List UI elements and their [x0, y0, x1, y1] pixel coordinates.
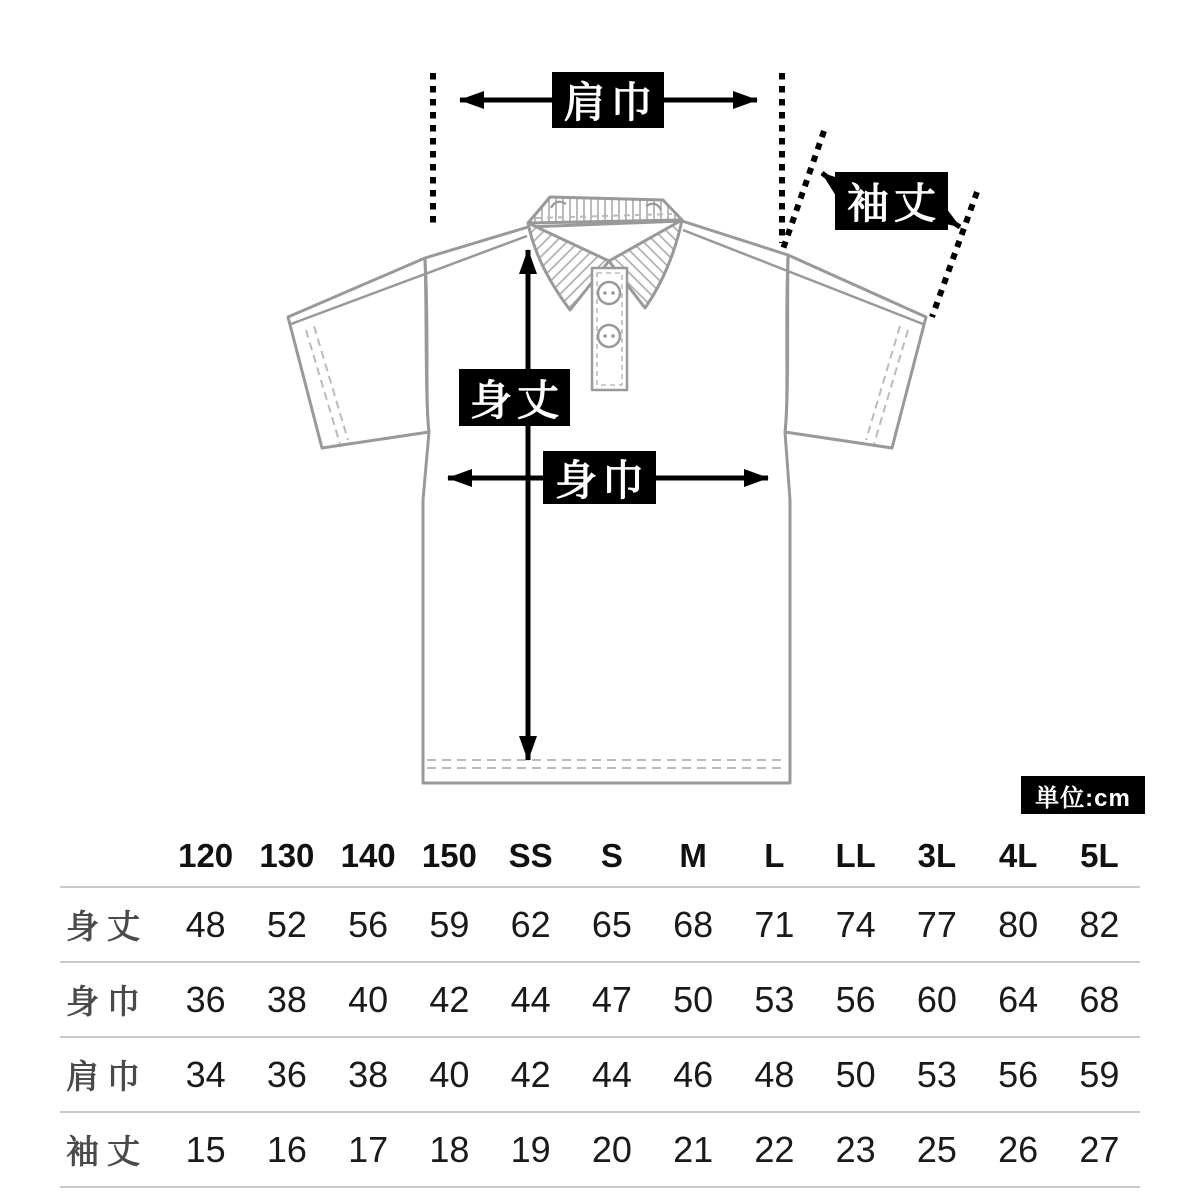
measurement-value-cell: 17	[348, 1128, 389, 1170]
size-column-header: 3L	[917, 837, 957, 874]
measurement-value-cell: 36	[185, 978, 226, 1020]
size-table	[60, 826, 1140, 1188]
size-column-header: 4L	[998, 837, 1038, 874]
measurement-value-cell: 26	[998, 1128, 1039, 1170]
measurement-row-label: 袖丈	[66, 1133, 148, 1170]
measurement-row-label: 身丈	[66, 908, 148, 945]
measurement-value-cell: 77	[916, 903, 957, 945]
left-sleeve	[288, 258, 429, 448]
size-column-header: 120	[178, 837, 234, 874]
measurement-value-cell: 52	[266, 903, 307, 945]
measurement-value-cell: 56	[998, 1053, 1039, 1095]
measurement-value-cell: 44	[510, 978, 551, 1020]
corner-cell	[60, 826, 165, 887]
measurement-value-cell: 48	[185, 903, 226, 945]
measurement-value-cell: 56	[348, 903, 389, 945]
measurement-value-cell: 62	[510, 903, 551, 945]
measurement-value-cell: 59	[1079, 1053, 1120, 1095]
measurement-value-cell: 82	[1079, 903, 1120, 945]
measurement-value-cell: 42	[510, 1053, 551, 1095]
size-column-header: SS	[508, 837, 553, 874]
button-top	[598, 282, 620, 304]
measurement-value-cell: 20	[591, 1128, 632, 1170]
right-sleeve	[785, 255, 926, 448]
measurement-value-cell: 40	[429, 1053, 470, 1095]
size-column-header: LL	[835, 837, 876, 874]
sleeve-length-label: 袖丈	[835, 172, 948, 230]
measurement-value-cell: 50	[673, 978, 714, 1020]
measurement-value-cell: 27	[1079, 1128, 1120, 1170]
measurement-value-cell: 15	[185, 1128, 226, 1170]
shoulder-width-label: 肩巾	[552, 72, 664, 128]
unit-badge: 単位:cm	[1021, 776, 1145, 814]
measurement-value-cell: 22	[754, 1128, 795, 1170]
measurement-value-cell: 34	[185, 1053, 226, 1095]
collar-band	[528, 197, 682, 223]
measurement-value-cell: 50	[835, 1053, 876, 1095]
measurement-value-cell: 53	[754, 978, 795, 1020]
body-length-label: 身丈	[459, 369, 570, 426]
button-bottom	[598, 325, 620, 347]
measurement-value-cell: 68	[673, 903, 714, 945]
measurement-value-cell: 25	[916, 1128, 957, 1170]
measurement-row	[60, 962, 1140, 1037]
measurement-value-cell: 60	[916, 978, 957, 1020]
measurement-value-cell: 21	[673, 1128, 714, 1170]
size-column-header: 140	[340, 837, 396, 874]
measurement-value-cell: 16	[266, 1128, 307, 1170]
measurement-value-cell: 42	[429, 978, 470, 1020]
measurement-value-cell: 80	[998, 903, 1039, 945]
sleeve-guide-left	[783, 131, 824, 249]
measurement-value-cell: 47	[591, 978, 632, 1020]
measurement-value-cell: 71	[754, 903, 795, 945]
size-column-header: 130	[259, 837, 315, 874]
measurement-row	[60, 1037, 1140, 1112]
measurement-value-cell: 23	[835, 1128, 876, 1170]
measurement-row-label: 身巾	[66, 983, 148, 1020]
size-table-header	[60, 826, 1140, 887]
size-column-header: 5L	[1080, 837, 1119, 874]
measurement-value-cell: 59	[429, 903, 470, 945]
measurement-value-cell: 44	[591, 1053, 632, 1095]
measurement-row	[60, 887, 1140, 962]
measurement-value-cell: 19	[510, 1128, 551, 1170]
measurement-value-cell: 46	[673, 1053, 714, 1095]
measurement-value-cell: 18	[429, 1128, 470, 1170]
measurement-value-cell: 36	[266, 1053, 307, 1095]
body-width-label: 身巾	[543, 451, 656, 504]
measurement-row-label: 肩巾	[66, 1058, 148, 1095]
measurement-value-cell: 40	[348, 978, 389, 1020]
measurement-value-cell: 74	[835, 903, 876, 945]
size-column-header: M	[679, 837, 707, 874]
measurement-value-cell: 38	[348, 1053, 389, 1095]
measurement-row	[60, 1112, 1140, 1187]
size-column-header: 150	[421, 837, 477, 874]
size-column-header: L	[764, 837, 785, 874]
size-column-header: S	[600, 837, 623, 874]
measurement-value-cell: 64	[998, 978, 1039, 1020]
measurement-value-cell: 38	[266, 978, 307, 1020]
measurement-value-cell: 68	[1079, 978, 1120, 1020]
measurement-value-cell: 65	[591, 903, 632, 945]
measurement-value-cell: 53	[916, 1053, 957, 1095]
measurement-value-cell: 56	[835, 978, 876, 1020]
measurement-value-cell: 48	[754, 1053, 795, 1095]
